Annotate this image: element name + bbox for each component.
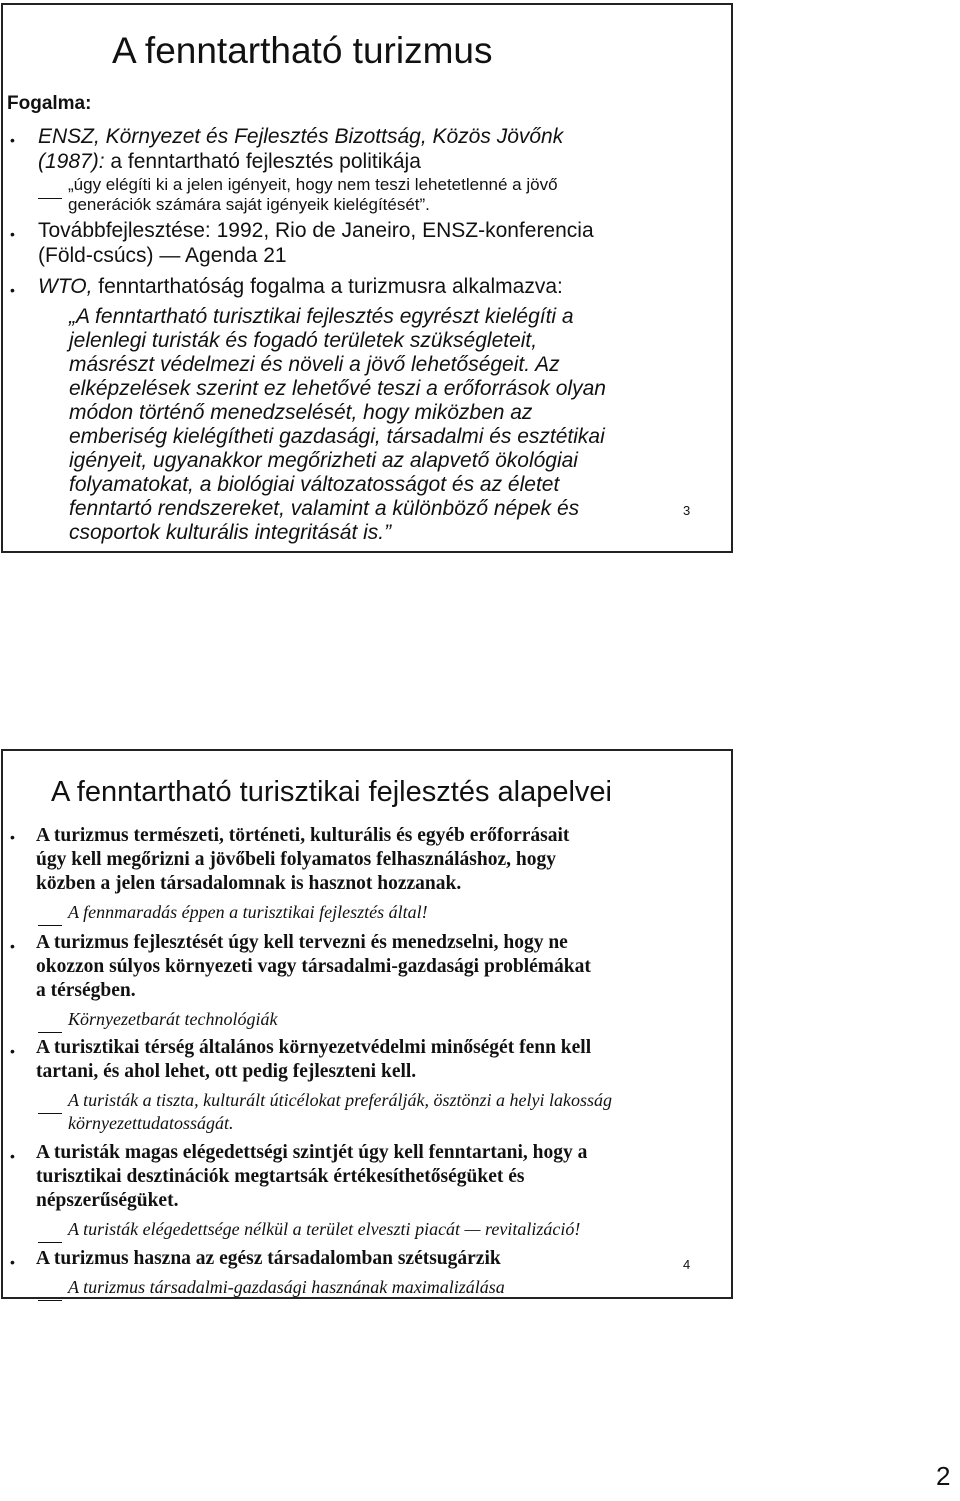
principle-note: A turisták elégedettsége nélkül a terület elveszti piacát — revitalizáció!: [68, 1219, 581, 1239]
bullet-icon: •: [10, 226, 15, 242]
dash-icon: [38, 913, 62, 931]
principle-note: Környezetbarát technológiák: [68, 1009, 278, 1029]
bullet-text: (1987): a fenntartható fejlesztés politikája: [38, 150, 421, 173]
bullet-text: (Föld-csúcs) — Agenda 21: [38, 244, 287, 267]
bullet-icon: •: [10, 1148, 15, 1164]
principle-text: A turizmus természeti, történeti, kulturális és egyéb erőforrásait: [36, 825, 570, 846]
slide-title: A fenntartható turisztikai fejlesztés alapelvei: [51, 776, 612, 808]
bullet-icon: •: [10, 1043, 15, 1059]
bullet-icon: •: [10, 938, 15, 954]
quote-line: emberiség kielégítheti gazdasági, társadalmi és esztétikai: [69, 425, 605, 448]
quote-line: „A fenntartható turisztikai fejlesztés egyrészt kielégíti a: [69, 305, 574, 328]
principle-text: A turizmus haszna az egész társadalomban szétsugárzik: [36, 1248, 501, 1269]
bullet-icon: •: [10, 1254, 15, 1270]
principle-text: A turisták magas elégedettségi szintjét úgy kell fenntartani, hogy a: [36, 1142, 588, 1163]
quote-line: jelenlegi turisták és fogadó területek szükségleteit,: [69, 329, 538, 352]
dash-icon: [38, 186, 62, 204]
document-page-number: 2: [936, 1461, 951, 1491]
principle-text: népszerűségüket.: [36, 1190, 179, 1211]
principle-note: A turisták a tiszta, kulturált úticélokat preferálják, ösztönzi a helyi lakosság: [68, 1090, 612, 1110]
dash-icon: [38, 1230, 62, 1248]
principle-note: A fennmaradás éppen a turisztikai fejlesztés által!: [68, 902, 428, 922]
quote-line: fenntartó rendszereket, valamint a különböző népek és: [69, 497, 580, 520]
bullet-text: WTO, fenntarthatóság fogalma a turizmusra alkalmazva:: [38, 275, 563, 298]
sub-bullet-text: generációk számára saját igényeik kielégítését”.: [68, 195, 430, 214]
dash-icon: [38, 1101, 62, 1119]
principle-text: a térségben.: [36, 980, 136, 1001]
slide-title: A fenntartható turizmus: [112, 30, 493, 71]
section-label: Fogalma:: [7, 93, 92, 114]
quote-line: igényeit, ugyanakkor megőrizheti az alapvető ökológiai: [69, 449, 578, 472]
principle-text: közben a jelen társadalomnak is hasznot hozzanak.: [36, 873, 462, 894]
sub-bullet-text: „úgy elégíti ki a jelen igényeit, hogy nem teszi lehetetlenné a jövő: [68, 175, 558, 194]
quote-line: csoportok kulturális integritását is.”: [69, 521, 392, 544]
bullet-text: Továbbfejlesztése: 1992, Rio de Janeiro, ENSZ-konferencia: [38, 219, 594, 242]
principle-note: környezettudatosságát.: [68, 1113, 234, 1133]
quote-line: másrészt védelmezi és növeli a jövő lehetőségeit. Az: [69, 353, 560, 376]
slide-page-number: 3: [683, 503, 691, 518]
principle-text: A turizmus fejlesztését úgy kell tervezni és menedzselni, hogy ne: [36, 932, 568, 953]
quote-line: elképzelések szerint ez lehetővé teszi a erőforrások olyan: [69, 377, 606, 400]
principle-text: turisztikai desztinációk megtartsák értékesíthetőségüket és: [36, 1166, 525, 1187]
bullet-icon: •: [10, 132, 15, 148]
bullet-icon: •: [10, 282, 15, 298]
principle-text: okozzon súlyos környezeti vagy társadalmi-gazdasági problémákat: [36, 956, 591, 977]
bullet-icon: •: [10, 829, 15, 845]
quote-line: folyamatokat, a biológiai változatosságot és az életet: [69, 473, 560, 496]
principle-text: A turisztikai térség általános környezetvédelmi minőségét fenn kell: [36, 1037, 592, 1058]
principle-text: tartani, és ahol lehet, ott pedig fejleszteni kell.: [36, 1061, 417, 1082]
bullet-text: ENSZ, Környezet és Fejlesztés Bizottság, Közös Jövőnk: [38, 125, 564, 148]
principle-text: úgy kell megőrizni a jövőbeli folyamatos felhasználáshoz, hogy: [36, 849, 556, 870]
dash-icon: [38, 1288, 62, 1306]
slide-page-number: 4: [683, 1257, 691, 1272]
quote-line: módon történő menedzselését, hogy miközben az: [69, 401, 533, 424]
principle-note: A turizmus társadalmi-gazdasági hasznának maximalizálása: [68, 1277, 505, 1297]
